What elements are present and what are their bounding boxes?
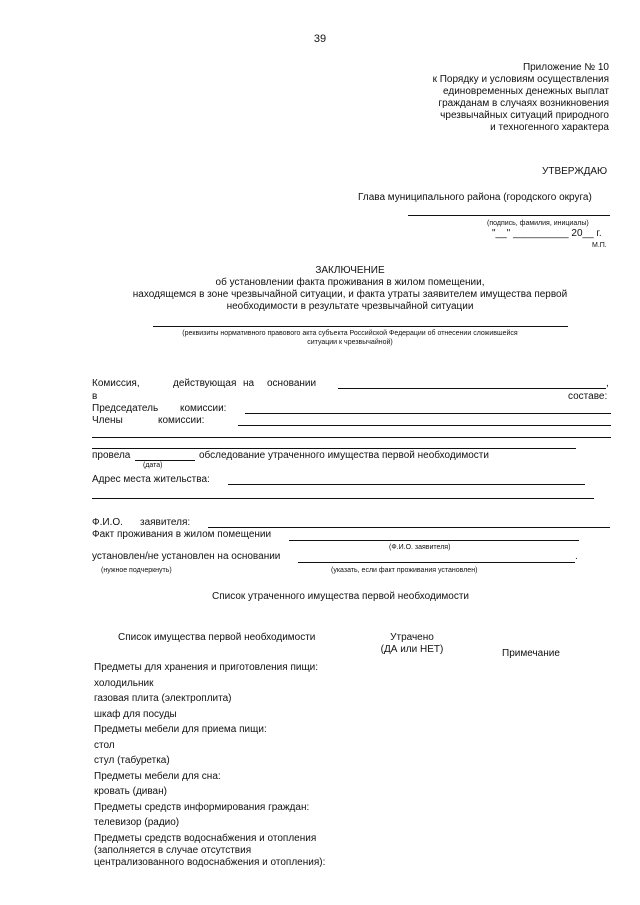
column-header-items: Список имущества первой необходимости [118, 632, 316, 643]
appendix-line: чрезвычайных ситуаций природного [440, 110, 609, 121]
fio-hint: (Ф.И.О. заявителя) [389, 544, 451, 551]
appendix-line: и техногенного характера [490, 122, 609, 133]
underline-hint: (нужное подчеркнуть) [101, 567, 172, 574]
legal-act-hint: ситуации к чрезвычайной) [307, 339, 393, 346]
conclusion-line: об установлении факта проживания в жилом помещении, [215, 277, 485, 288]
appendix-line: к Порядку и условиям осуществления [432, 74, 609, 85]
fio-label: заявителя: [140, 517, 191, 528]
basis-line [338, 388, 606, 389]
stamp-label: М.П. [592, 242, 607, 249]
list-item: централизованного водоснабжения и отопления): [94, 856, 326, 868]
established-label: установлен/не установлен на основании [92, 551, 281, 562]
list-item: Предметы мебели для приема пищи: [94, 724, 267, 735]
commission-word: на [243, 378, 255, 389]
survey-prefix: провела [92, 450, 131, 461]
page-number: 39 [313, 33, 327, 45]
items-list [94, 660, 325, 869]
basis-hint: (указать, если факт проживания установлен) [331, 567, 478, 574]
fact-label: Факт проживания в жилом помещении [92, 529, 272, 540]
members-line [238, 425, 611, 426]
signature-hint: (подпись, фамилия, инициалы) [487, 220, 589, 227]
address-label: Адрес места жительства: [92, 474, 210, 485]
comma: , [606, 378, 609, 389]
members-line [92, 437, 611, 438]
column-header-lost: Утрачено [390, 632, 434, 643]
commission-word: основании [267, 378, 317, 389]
conclusion-line: находящемся в зоне чрезвычайной ситуации, и факта утраты заявителем имущества первой [132, 289, 568, 300]
appendix-line: Приложение № 10 [522, 62, 609, 73]
address-line [228, 484, 585, 485]
chair-label: комиссии: [180, 403, 227, 414]
list-item: кровать (диван) [94, 786, 167, 797]
appendix-block [289, 62, 609, 134]
members-line [92, 448, 576, 449]
commission-word: Комиссия, [92, 378, 140, 389]
list-item: Предметы средств информирования граждан: [94, 801, 310, 813]
approve-head: Глава муниципального района (городского округа) [358, 192, 592, 203]
list-item: Предметы для хранения и приготовления пищи: [94, 662, 319, 673]
list-item: телевизор (радио) [94, 817, 180, 828]
list-item: стул (табуретка) [94, 755, 170, 766]
list-item: стол [94, 739, 115, 751]
members-label: комиссии: [158, 415, 205, 426]
list-item: газовая плита (электроплита) [94, 693, 232, 704]
conclusion-title: ЗАКЛЮЧЕНИЕ [315, 265, 385, 276]
commission-word: действующая [173, 378, 237, 389]
fact-line [289, 540, 579, 541]
approve-title: УТВЕРЖДАЮ [542, 166, 608, 177]
column-header-lost: (ДА или НЕТ) [380, 644, 444, 655]
established-line [298, 562, 575, 563]
chair-label: Председатель [92, 403, 159, 414]
fio-label: Ф.И.О. [92, 517, 123, 528]
list-item: Предметы мебели для сна: [94, 770, 221, 782]
chair-line [245, 413, 611, 414]
address-line [92, 498, 594, 499]
list-title: Список утраченного имущества первой необходимости [212, 591, 470, 602]
fio-line [208, 527, 610, 528]
column-header-note: Примечание [502, 648, 560, 659]
survey-date-hint: (дата) [143, 462, 163, 469]
conclusion-line: необходимости в результате чрезвычайной ситуации [226, 301, 474, 312]
established-end: . [575, 551, 578, 562]
composition-label: составе: [568, 391, 608, 402]
appendix-line: гражданам в случаях возникновения [438, 98, 609, 109]
appendix-line: единовременных денежных выплат [443, 86, 609, 97]
list-item: (заполняется в случае отсутствия [94, 844, 252, 856]
members-label: Члены [92, 415, 123, 426]
legal-act-line [153, 326, 568, 327]
in-word: в [92, 391, 98, 402]
list-item: шкаф для посуды [94, 708, 177, 720]
legal-act-hint: (реквизиты нормативного правового акта субъекта Российской Федерации об отнесении сложившейся [182, 330, 518, 337]
survey-text: обследование утраченного имущества первой необходимости [199, 450, 489, 461]
signature-line [408, 215, 610, 216]
list-item: Предметы средств водоснабжения и отопления [94, 832, 317, 844]
list-item: холодильник [94, 677, 154, 689]
approve-date-line: "__" __________ 20__ г. [492, 228, 602, 239]
